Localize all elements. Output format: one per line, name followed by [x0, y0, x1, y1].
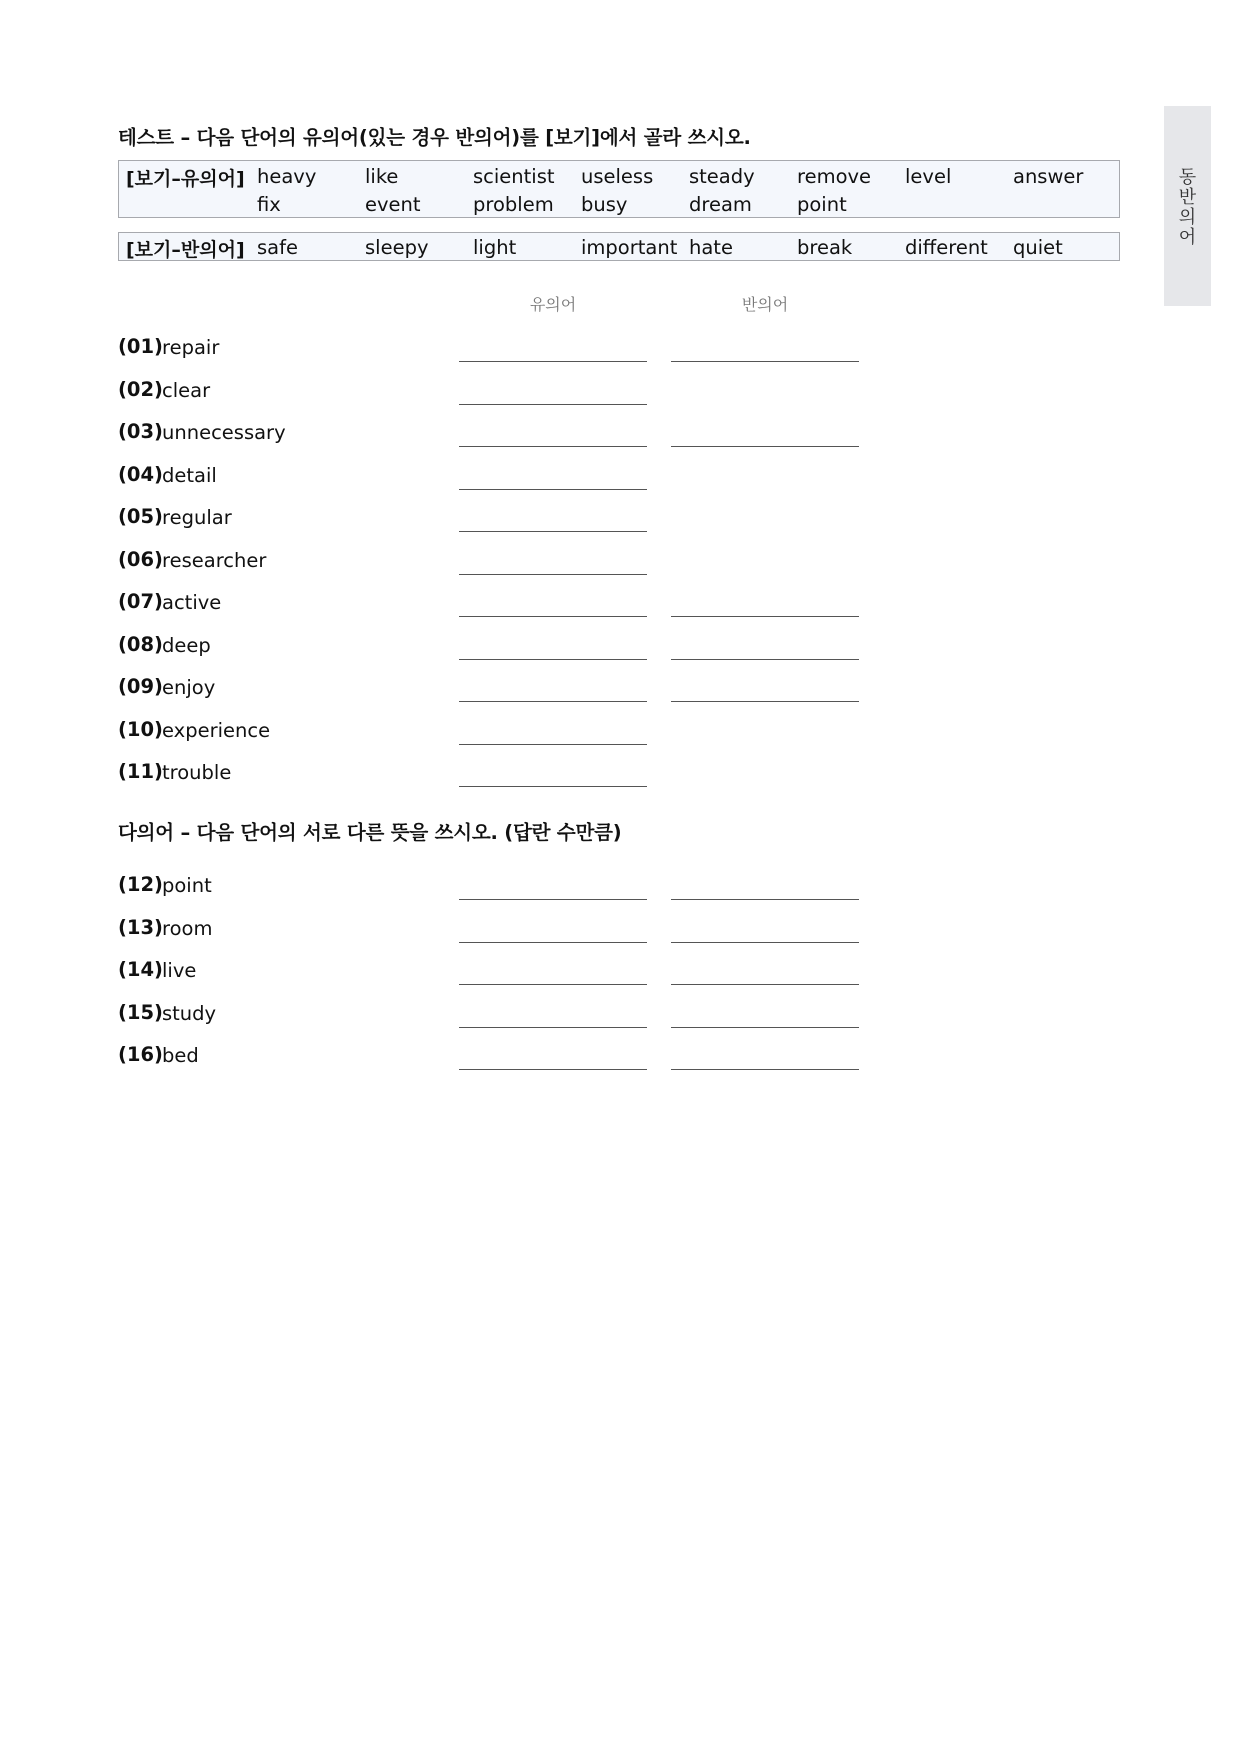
- question-row: [118, 675, 918, 705]
- synonym-answer-blank[interactable]: [459, 446, 647, 447]
- antonym-answer-blank[interactable]: [671, 701, 859, 702]
- question-word: room: [162, 917, 213, 940]
- synonym-answer-blank[interactable]: [459, 744, 647, 745]
- question-number: (15): [118, 1001, 163, 1024]
- synonym-word: busy: [581, 193, 628, 216]
- synonym-word: steady: [689, 165, 755, 188]
- synonym-word: point: [797, 193, 847, 216]
- antonym-answer-blank[interactable]: [671, 659, 859, 660]
- question-word: live: [162, 959, 197, 982]
- meaning-answer-blank[interactable]: [671, 984, 859, 985]
- side-tab-char: 반: [1178, 187, 1197, 208]
- question-word: deep: [162, 634, 211, 657]
- synonym-answer-blank[interactable]: [459, 786, 647, 787]
- polysemy-row: [118, 873, 918, 903]
- side-tab-char: 동: [1178, 167, 1197, 188]
- antonym-word: light: [473, 236, 517, 259]
- question-number: (13): [118, 916, 163, 939]
- question-row: [118, 718, 918, 748]
- synonym-word: level: [905, 165, 952, 188]
- question-word: active: [162, 591, 222, 614]
- meaning-answer-blank[interactable]: [459, 899, 647, 900]
- question-word: experience: [162, 719, 271, 742]
- polysemy-row: [118, 916, 918, 946]
- synonym-word: event: [365, 193, 421, 216]
- question-number: (03): [118, 420, 163, 443]
- question-word: trouble: [162, 761, 232, 784]
- synonym-word: dream: [689, 193, 752, 216]
- synonym-answer-blank[interactable]: [459, 701, 647, 702]
- meaning-answer-blank[interactable]: [459, 1069, 647, 1070]
- antonym-word: sleepy: [365, 236, 429, 259]
- synonym-word: answer: [1013, 165, 1084, 188]
- antonym-word: safe: [257, 236, 298, 259]
- question-word: enjoy: [162, 676, 216, 699]
- side-tab-char: 의: [1178, 207, 1197, 228]
- question-row: [118, 760, 918, 790]
- question-word: clear: [162, 379, 211, 402]
- question-word: regular: [162, 506, 232, 529]
- polysemy-row: [118, 1001, 918, 1031]
- synonym-word: useless: [581, 165, 654, 188]
- antonym-word: quiet: [1013, 236, 1063, 259]
- synonym-answer-blank[interactable]: [459, 574, 647, 575]
- synonym-word: scientist: [473, 165, 555, 188]
- antonym-word: different: [905, 236, 988, 259]
- antonym-word: important: [581, 236, 678, 259]
- question-word: detail: [162, 464, 217, 487]
- synonym-word: remove: [797, 165, 872, 188]
- question-number: (12): [118, 873, 163, 896]
- meaning-answer-blank[interactable]: [459, 942, 647, 943]
- synonym-answer-blank[interactable]: [459, 489, 647, 490]
- question-number: (06): [118, 548, 163, 571]
- question-word: study: [162, 1002, 217, 1025]
- meaning-answer-blank[interactable]: [459, 984, 647, 985]
- question-number: (08): [118, 633, 163, 656]
- question-word: bed: [162, 1044, 199, 1067]
- question-number: (11): [118, 760, 163, 783]
- question-number: (04): [118, 463, 163, 486]
- question-row: [118, 633, 918, 663]
- synonym-answer-blank[interactable]: [459, 361, 647, 362]
- side-tab-char: 어: [1178, 227, 1197, 248]
- meaning-answer-blank[interactable]: [671, 942, 859, 943]
- synonym-answer-blank[interactable]: [459, 531, 647, 532]
- synonym-box: [118, 160, 1120, 218]
- question-word: unnecessary: [162, 421, 286, 444]
- test-title: 테스트 – 다음 단어의 유의어(있는 경우 반의어)를 [보기]에서 골라 쓰시오.: [118, 126, 751, 149]
- synonym-box-label: [보기–유의어]: [126, 168, 245, 190]
- question-number: (14): [118, 958, 163, 981]
- question-number: (07): [118, 590, 163, 613]
- question-row: [118, 505, 918, 535]
- question-number: (05): [118, 505, 163, 528]
- synonym-word: heavy: [257, 165, 317, 188]
- question-row: [118, 335, 918, 365]
- polysemy-title: 다의어 – 다음 단어의 서로 다른 뜻을 쓰시오. (답란 수만큼): [118, 821, 622, 844]
- synonym-word: fix: [257, 193, 281, 216]
- polysemy-row: [118, 958, 918, 988]
- meaning-answer-blank[interactable]: [671, 1069, 859, 1070]
- question-number: (10): [118, 718, 163, 741]
- question-row: [118, 420, 918, 450]
- question-number: (01): [118, 335, 163, 358]
- synonym-answer-blank[interactable]: [459, 616, 647, 617]
- antonym-column-header: 반의어: [741, 295, 789, 314]
- synonym-answer-blank[interactable]: [459, 659, 647, 660]
- synonym-column-header: 유의어: [529, 295, 577, 314]
- question-row: [118, 378, 918, 408]
- question-row: [118, 590, 918, 620]
- question-word: repair: [162, 336, 220, 359]
- synonym-word: problem: [473, 193, 554, 216]
- question-number: (16): [118, 1043, 163, 1066]
- question-word: researcher: [162, 549, 267, 572]
- meaning-answer-blank[interactable]: [671, 899, 859, 900]
- antonym-box-label: [보기–반의어]: [126, 239, 245, 261]
- meaning-answer-blank[interactable]: [671, 1027, 859, 1028]
- antonym-answer-blank[interactable]: [671, 616, 859, 617]
- antonym-answer-blank[interactable]: [671, 446, 859, 447]
- question-number: (09): [118, 675, 163, 698]
- synonym-answer-blank[interactable]: [459, 404, 647, 405]
- side-tab: [1164, 106, 1211, 306]
- antonym-answer-blank[interactable]: [671, 361, 859, 362]
- question-row: [118, 463, 918, 493]
- question-row: [118, 548, 918, 578]
- antonym-word: hate: [689, 236, 733, 259]
- synonym-word: like: [365, 165, 399, 188]
- meaning-answer-blank[interactable]: [459, 1027, 647, 1028]
- antonym-word: break: [797, 236, 853, 259]
- polysemy-row: [118, 1043, 918, 1073]
- question-word: point: [162, 874, 212, 897]
- antonym-box: [118, 232, 1120, 261]
- question-number: (02): [118, 378, 163, 401]
